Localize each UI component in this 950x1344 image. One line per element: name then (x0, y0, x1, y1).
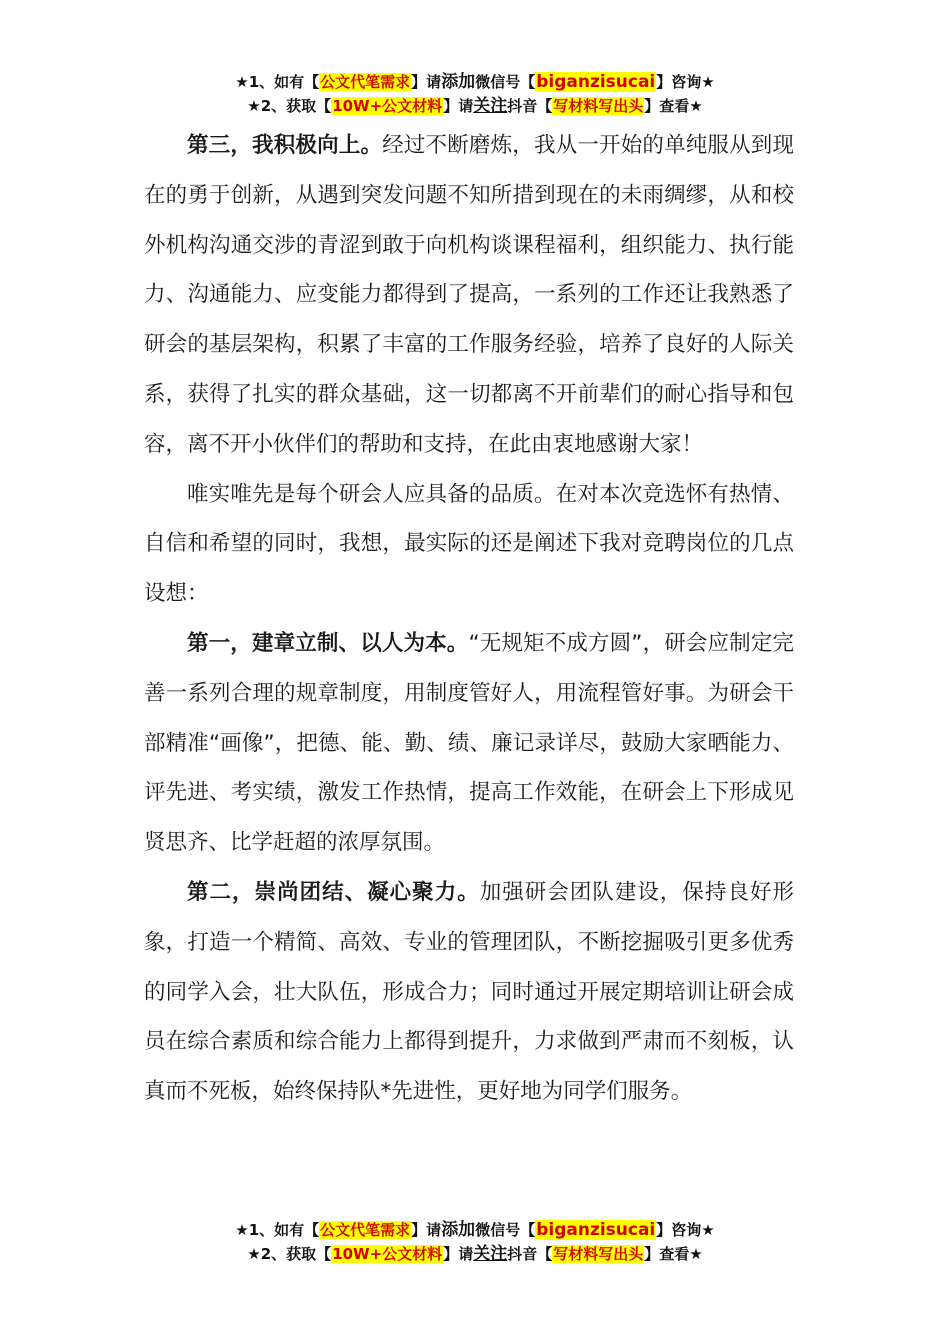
highlight-materials: 10W+公文材料 (332, 97, 443, 115)
highlight-wechat-id: biganzisucai (536, 1220, 656, 1240)
paragraph-third-point: 第三，我积极向上。经过不断磨炼，我从一开始的单纯服从到现在的勇于创新，从遇到突发问题不知所措到现在的未雨绸缪，从和校外机构沟通交涉的青涩到敢于向机构谈课程福利，组织能力、执行能力、沟通能力、应变能力都得到了提高，一系列的工作还让我熟悉了研会的基层架构，积累了丰富的工作服务经验，培养了良好的人际关系，获得了扎实的群众基础，这一切都离不开前辈们的耐心指导和包容，离不开小伙伴们的帮助和支持，在此由衷地感谢大家！ (144, 133, 794, 457)
document-body (144, 121, 794, 1117)
highlight-douyin: 写材料写出头 (553, 97, 644, 115)
highlight-service: 公文代笔需求 (320, 73, 411, 91)
paragraph-first-idea: 第一，建章立制、以人为本。“无规矩不成方圆”，研会应制定完善一系列合理的规章制度，用制度管好人，用流程管好事。为研会干部精准“画像”，把德、能、勤、绩、廉记录详尽，鼓励大家晒能力、评先进、考实绩，激发工作热情，提高工作效能，在研会上下形成见贤思齐、比学赶超的浓厚氛围。 (144, 630, 794, 856)
banner-line-2: ★2、获取【10W+公文材料】请关注抖音【写材料写出头】查看★ (247, 96, 703, 116)
paragraph-intro-ideas: 唯实唯先是每个研会人应具备的品质。在对本次竞选怀有热情、自信和希望的同时，我想，最实际的还是阐述下我对竞聘岗位的几点设想： (144, 481, 794, 607)
banner-line-1: ★1、如有【公文代笔需求】请添加微信号【biganzisucai】咨询★ (235, 72, 715, 92)
highlight-materials: 10W+公文材料 (332, 1245, 443, 1263)
highlight-service: 公文代笔需求 (320, 1221, 411, 1239)
footer-banner (0, 1218, 950, 1266)
highlight-wechat-id: biganzisucai (536, 72, 656, 92)
banner-line-2: ★2、获取【10W+公文材料】请关注抖音【写材料写出头】查看★ (247, 1244, 703, 1264)
banner-line-1: ★1、如有【公文代笔需求】请添加微信号【biganzisucai】咨询★ (235, 1220, 715, 1240)
highlight-douyin: 写材料写出头 (553, 1245, 644, 1263)
paragraph-second-idea: 第二，崇尚团结、凝心聚力。加强研会团队建设，保持良好形象，打造一个精简、高效、专业的管理团队，不断挖掘吸引更多优秀的同学入会，壮大队伍，形成合力；同时通过开展定期培训让研会成员在综合素质和综合能力上都得到提升，力求做到严肃而不刻板，认真而不死板，始终保持队*先进性，更好地为同学们服务。 (144, 879, 794, 1105)
header-banner (0, 70, 950, 118)
